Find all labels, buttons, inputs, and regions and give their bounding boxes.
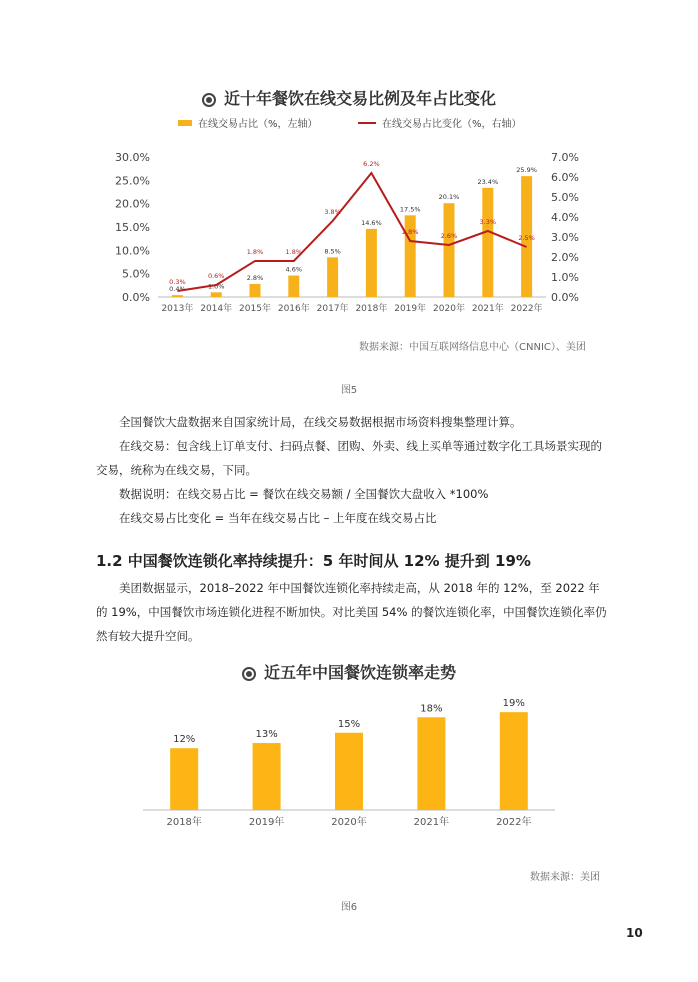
x-tick-label: 2015年 [239, 304, 271, 314]
x-tick-label: 2014年 [200, 304, 233, 314]
bar-value-label: 2.8% [246, 273, 264, 282]
legend-line-label: 在线交易占比变化（%，右轴） [382, 119, 522, 130]
bar [444, 203, 455, 297]
bar-value-label: 20.1% [438, 193, 460, 202]
left-tick-label: 25.0% [115, 174, 150, 188]
bar-value-label: 12% [173, 734, 196, 746]
x-tick-label: 2019年 [248, 817, 285, 828]
bar [250, 284, 261, 297]
bar-value-label: 15% [337, 718, 361, 730]
chart1-source: 数据来源：中国互联网络信息中心（CNNIC）、美团 [359, 342, 586, 353]
figure5-label: 图5 [340, 385, 358, 396]
x-tick-label: 2020年 [331, 817, 367, 828]
bar-value-label: 0.4% [169, 285, 186, 294]
bar-value-label: 13% [255, 729, 278, 741]
bar [335, 733, 363, 810]
bar [482, 188, 493, 297]
figure6-label: 图6 [340, 902, 358, 913]
bar [172, 295, 183, 297]
x-tick-label: 2021年 [413, 817, 450, 828]
x-tick-label: 2016年 [277, 304, 310, 314]
bar [366, 229, 377, 297]
right-tick-label: 3.0% [551, 231, 579, 244]
line-value-label: 2.6% [440, 232, 458, 240]
chart2-svg [0, 690, 698, 840]
bar-value-label: 25.9% [516, 166, 537, 175]
section-heading: 1.2 中国餐饮连锁化率持续提升：5 年时间从 12% 提升到 19% [96, 552, 531, 570]
left-tick-label: 10.0% [115, 244, 150, 258]
chart2-source: 数据来源：美团 [530, 872, 600, 883]
chart2-title-text: 近五年中国餐饮连锁率走势 [263, 663, 456, 682]
x-tick-label: 2022年 [496, 817, 532, 828]
legend-bar-swatch [178, 120, 192, 126]
legend-bar-label: 在线交易占比（%，左轴） [198, 119, 318, 130]
bar [288, 276, 299, 297]
x-tick-label: 2017年 [316, 304, 349, 314]
x-tick-label: 2019年 [394, 304, 427, 314]
section-body: 美团数据显示，2018–2022 年中国餐饮连锁化率持续走高，从 2018 年的 12%，至 2022 年的 19%，中国餐饮市场连锁化进程不断加快。对比美国 54% 的餐饮连锁化率，中国餐饮连锁化率仍然有较大提升空间。 [96, 581, 607, 643]
bar [417, 717, 445, 810]
legend-line-swatch [358, 122, 376, 124]
bar-value-label: 19% [502, 698, 525, 710]
bar [500, 712, 528, 810]
line-value-label: 0.3% [169, 278, 186, 286]
x-tick-label: 2013年 [161, 304, 194, 314]
line-value-label: 3.8% [324, 208, 341, 216]
bar-value-label: 4.6% [285, 265, 303, 274]
right-tick-label: 6.0% [551, 171, 579, 184]
chart2-title [0, 660, 698, 683]
x-tick-label: 2018年 [166, 817, 202, 828]
chart1-svg [0, 145, 698, 320]
note-paragraph-2: 在线交易：包含线上订单支付、扫码点餐、团购、外卖、线上买单等通过数字化工具场景实现的交易，统称为在线交易，下同。 [96, 439, 602, 477]
right-tick-label: 4.0% [551, 211, 579, 224]
bar-value-label: 1.0% [207, 282, 225, 291]
x-tick-label: 2022年 [510, 304, 543, 314]
right-tick-label: 2.0% [551, 251, 579, 264]
line-value-label: 3.3% [479, 218, 497, 226]
left-tick-label: 15.0% [115, 221, 150, 234]
bar [327, 257, 338, 297]
bar-value-label: 17.5% [399, 205, 421, 214]
chart1-title [0, 86, 698, 109]
section-body-block [96, 576, 608, 648]
target-icon [242, 667, 256, 681]
page-number: 10 [626, 926, 643, 940]
target-icon [202, 93, 216, 107]
line-value-label: 6.2% [363, 160, 380, 168]
line-value-label: 1.8% [246, 248, 264, 256]
chart1-title-text: 近十年餐饮在线交易比例及年占比变化 [223, 89, 496, 108]
line-value-label: 2.8% [401, 228, 419, 236]
left-tick-label: 5.0% [122, 267, 150, 281]
bar [211, 292, 222, 297]
right-tick-label: 1.0% [551, 271, 579, 284]
change-line [177, 173, 526, 291]
right-tick-label: 5.0% [551, 191, 579, 204]
bar-value-label: 23.4% [477, 177, 499, 186]
bar-value-label: 8.5% [324, 247, 341, 256]
line-value-label: 1.8% [285, 248, 303, 256]
left-tick-label: 20.0% [115, 197, 150, 211]
left-tick-label: 0.0% [122, 291, 150, 304]
note-paragraph-4: 在线交易占比变化 = 当年在线交易占比 – 上年度在线交易占比 [119, 511, 437, 525]
bar-value-label: 18% [420, 703, 443, 715]
note-paragraph-3: 数据说明：在线交易占比 = 餐饮在线交易额 / 全国餐饮大盘收入 *100% [119, 487, 489, 501]
x-tick-label: 2020年 [433, 304, 465, 314]
right-tick-label: 0.0% [551, 291, 579, 304]
bar [253, 743, 281, 810]
x-tick-label: 2018年 [355, 304, 388, 314]
legend-line-item [358, 115, 522, 130]
notes-block [96, 410, 608, 530]
line-value-label: 0.6% [207, 272, 225, 280]
x-tick-label: 2021年 [471, 304, 504, 314]
left-tick-label: 30.0% [115, 151, 150, 164]
line-value-label: 2.5% [518, 234, 535, 242]
right-tick-label: 7.0% [551, 151, 579, 164]
bar-value-label: 14.6% [361, 218, 382, 227]
bar [170, 748, 198, 810]
legend-bar-item [178, 115, 318, 130]
note-paragraph-1: 全国餐饮大盘数据来自国家统计局，在线交易数据根据市场资料搜集整理计算。 [119, 415, 522, 429]
